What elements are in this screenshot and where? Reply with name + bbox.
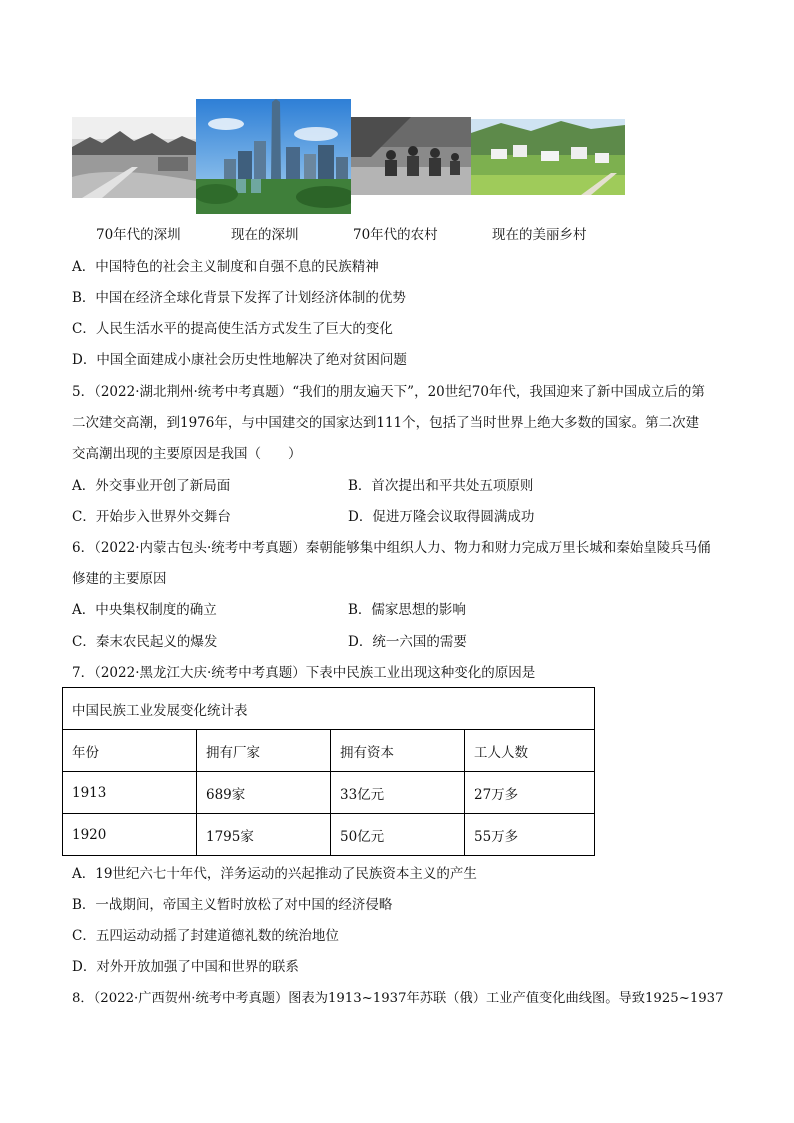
q5-stem-line-2: 二次建交高潮，到1976年，与中国建交的国家达到111个，包括了当时世界上绝大多数的国家。第二次建 <box>72 415 700 431</box>
table-row <box>63 772 595 814</box>
table-header-cell: 年份 <box>63 730 197 772</box>
q5-stem-line-3: 交高潮出现的主要原因是我国（ ） <box>72 446 302 462</box>
photo-village-1970s <box>351 117 471 195</box>
q5-stem-line-1: 5．（2022·湖北荆州·统考中考真题）“我们的朋友遍天下”，20世纪70年代，我国迎来了新中国成立后的第 <box>72 384 705 400</box>
table-cell: 1920 <box>63 814 197 856</box>
q7-option-b: B．一战期间，帝国主义暂时放松了对中国的经济侵略 <box>72 897 393 913</box>
q7-option-d: D．对外开放加强了中国和世界的联系 <box>72 959 299 975</box>
q4-option-a: A．中国特色的社会主义制度和自强不息的民族精神 <box>72 259 379 275</box>
table-header-row <box>63 730 595 772</box>
table-cell: 27万多 <box>465 772 595 814</box>
q4-option-b: B．中国在经济全球化背景下发挥了计划经济体制的优势 <box>72 290 406 306</box>
q5-option-c: C．开始步入世界外交舞台 <box>72 509 231 525</box>
table-header-cell: 拥有厂家 <box>197 730 331 772</box>
q5-option-a: A．外交事业开创了新局面 <box>72 478 231 494</box>
table-cell: 1913 <box>63 772 197 814</box>
caption-village-1970s: 70年代的农村 <box>353 227 438 243</box>
q5-option-b: B．首次提出和平共处五项原则 <box>348 478 534 494</box>
caption-shenzhen-now: 现在的深圳 <box>231 227 299 243</box>
table-header-cell: 拥有资本 <box>331 730 465 772</box>
table-title: 中国民族工业发展变化统计表 <box>63 688 595 730</box>
q4-option-c: C．人民生活水平的提高使生活方式发生了巨大的变化 <box>72 321 393 337</box>
q6-stem-line-1: 6．（2022·内蒙古包头·统考中考真题）秦朝能够集中组织人力、物力和财力完成万里长城和秦始皇陵兵马俑 <box>72 540 711 556</box>
q7-stem: 7．（2022·黑龙江大庆·统考中考真题）下表中民族工业出现这种变化的原因是 <box>72 665 536 681</box>
q8-stem-line-1: 8．（2022·广西贺州·统考中考真题）图表为1913~1937年苏联（俄）工业产值变化曲线图。导致1925~1937 <box>72 991 724 1006</box>
q6-stem-line-2: 修建的主要原因 <box>72 571 167 587</box>
photo-shenzhen-now <box>196 99 351 214</box>
q6-option-d: D．统一六国的需要 <box>348 634 467 650</box>
q6-option-a: A．中央集权制度的确立 <box>72 602 217 618</box>
table-cell: 50亿元 <box>331 814 465 856</box>
photo-beautiful-village-now <box>471 119 625 195</box>
table-cell: 1795家 <box>197 814 331 856</box>
q5-option-d: D．促进万隆会议取得圆满成功 <box>348 509 535 525</box>
table-cell: 55万多 <box>465 814 595 856</box>
q7-option-a: A．19世纪六七十年代，洋务运动的兴起推动了民族资本主义的产生 <box>72 866 477 882</box>
caption-shenzhen-1970s: 70年代的深圳 <box>96 227 181 243</box>
q6-option-c: C．秦末农民起义的爆发 <box>72 634 218 650</box>
table-cell: 33亿元 <box>331 772 465 814</box>
table-header-cell: 工人人数 <box>465 730 595 772</box>
table-row <box>63 814 595 856</box>
q7-option-c: C．五四运动动摇了封建道德礼数的统治地位 <box>72 928 339 944</box>
table-cell: 689家 <box>197 772 331 814</box>
caption-village-now: 现在的美丽乡村 <box>492 227 587 243</box>
q4-option-d: D．中国全面建成小康社会历史性地解决了绝对贫困问题 <box>72 352 407 368</box>
photo-shenzhen-1970s <box>72 117 196 198</box>
table-title-row <box>63 688 595 730</box>
industry-stats-table <box>62 687 595 856</box>
q6-option-b: B．儒家思想的影响 <box>348 602 466 618</box>
